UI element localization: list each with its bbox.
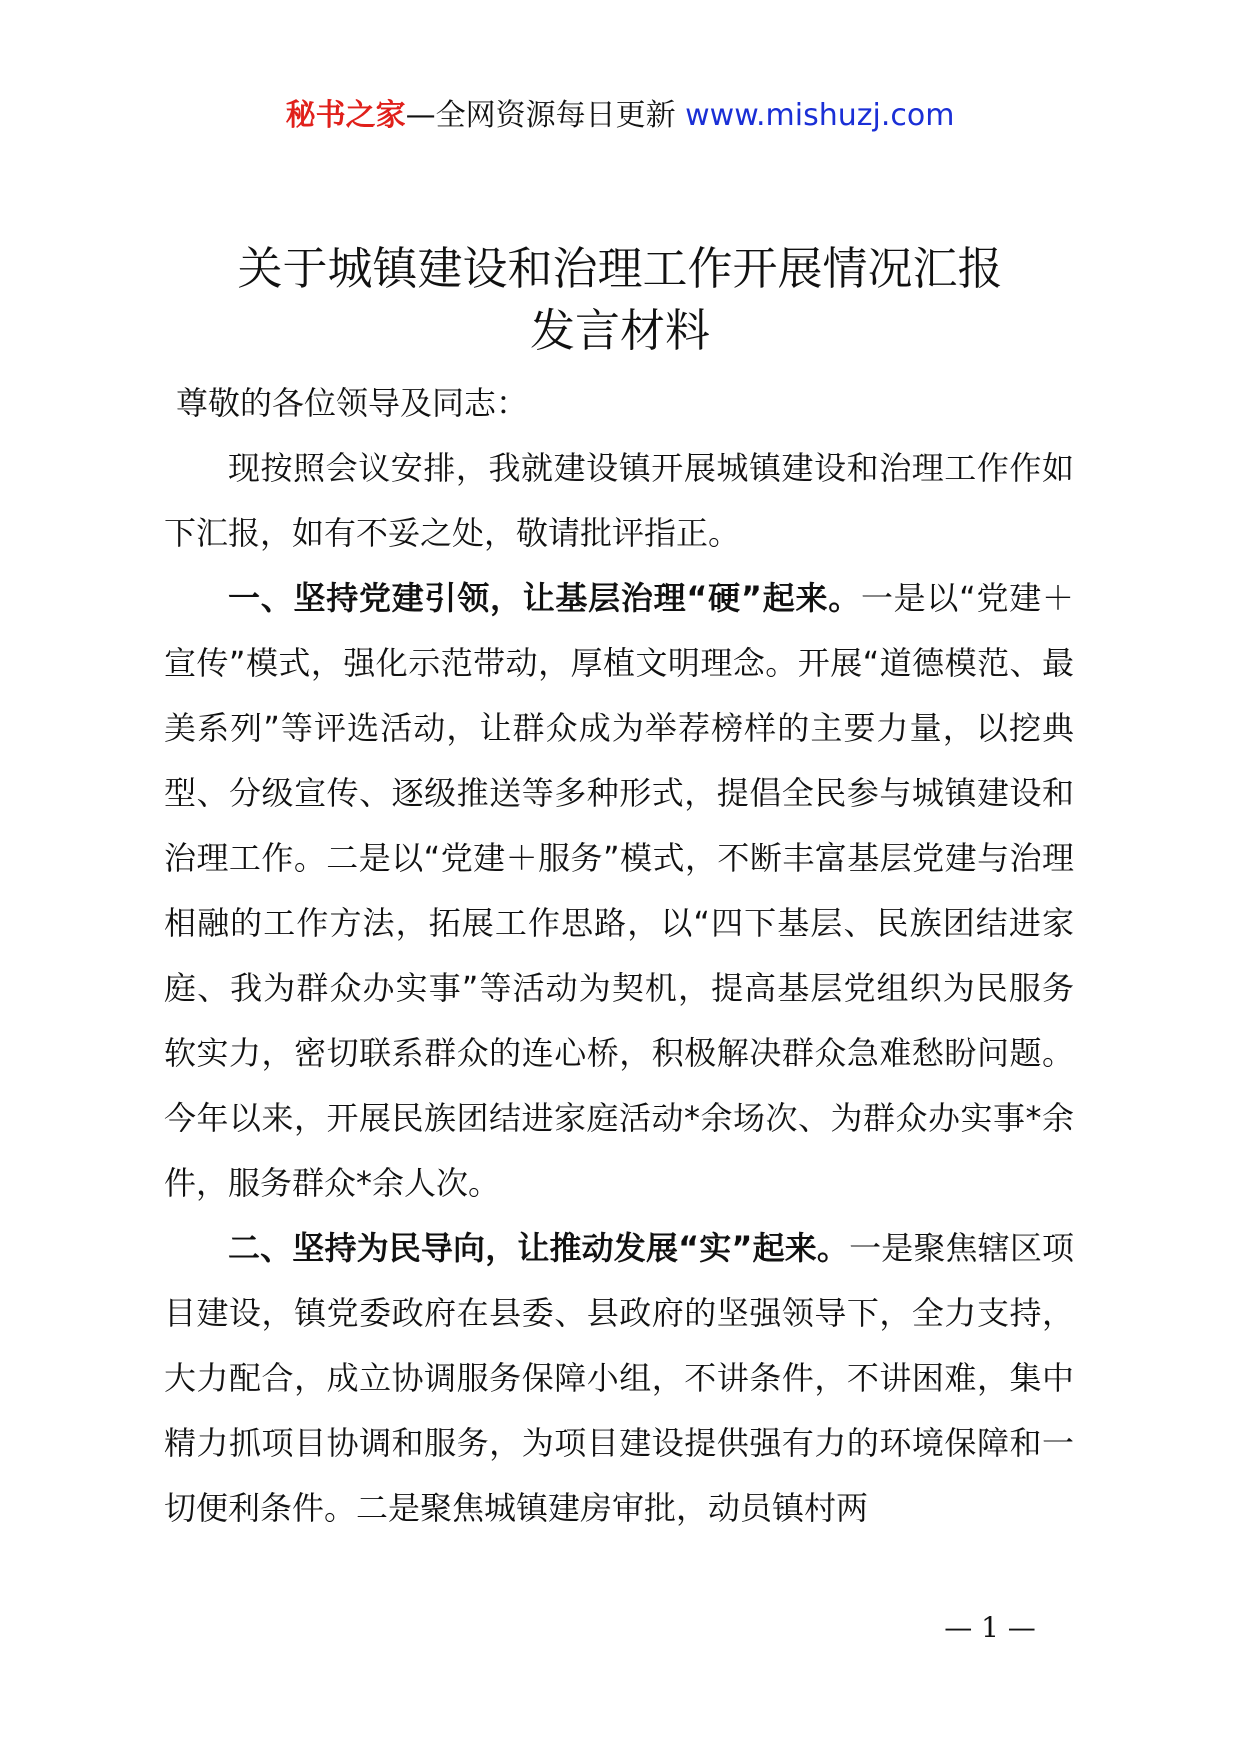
paragraph-section-2 [164,1216,1074,1541]
page-number: — 1 — [944,1611,1036,1644]
paragraph-section-1 [164,566,1074,1216]
title-line-1: 关于城镇建设和治理工作开展情况汇报 [237,242,1003,295]
section-1-body: 一是以“党建＋宣传”模式，强化示范带动，厚植文明理念。开展“道德模范、最美系列”等评选活动，让群众成为举荐榜样的主要力量，以挖典型、分级宣传、逐级推送等多种形式，提倡全民参与城镇建设和治理工作。二是以“党建＋服务”模式，不断丰富基层党建与治理相融的工作方法，拓展工作思路，以“四下基层、民族团结进家庭、我为群众办实事”等活动为契机，提高基层党组织为民服务软实力，密切联系群众的连心桥，积极解决群众急难愁盼问题。今年以来，开展民族团结进家庭活动*余场次、为群众办实事*余件，服务群众*余人次。 [164,579,1074,1202]
paragraph-intro: 现按照会议安排，我就建设镇开展城镇建设和治理工作作如下汇报，如有不妥之处，敬请批评指正。 [164,449,1074,552]
section-2-heading: 二、坚持为民导向，让推动发展“实”起来。 [228,1229,850,1267]
salutation: 尊敬的各位领导及同志： [176,384,529,422]
banner-url[interactable]: www.mishuzj.com [685,98,955,133]
section-1-heading: 一、坚持党建引领，让基层治理“硬”起来。 [228,579,861,617]
document-title [0,238,1240,362]
banner-tagline: —全网资源每日更新 [405,98,686,133]
banner-brand: 秘书之家 [285,98,406,133]
title-line-2: 发言材料 [529,304,710,357]
site-banner [0,96,1240,136]
document-body [164,371,1074,1541]
section-2-body: 一是聚焦辖区项目建设，镇党委政府在县委、县政府的坚强领导下，全力支持，大力配合，成立协调服务保障小组，不讲条件，不讲困难，集中精力抓项目协调和服务，为项目建设提供强有力的环境保障和一切便利条件。二是聚焦城镇建房审批，动员镇村两 [164,1229,1074,1527]
